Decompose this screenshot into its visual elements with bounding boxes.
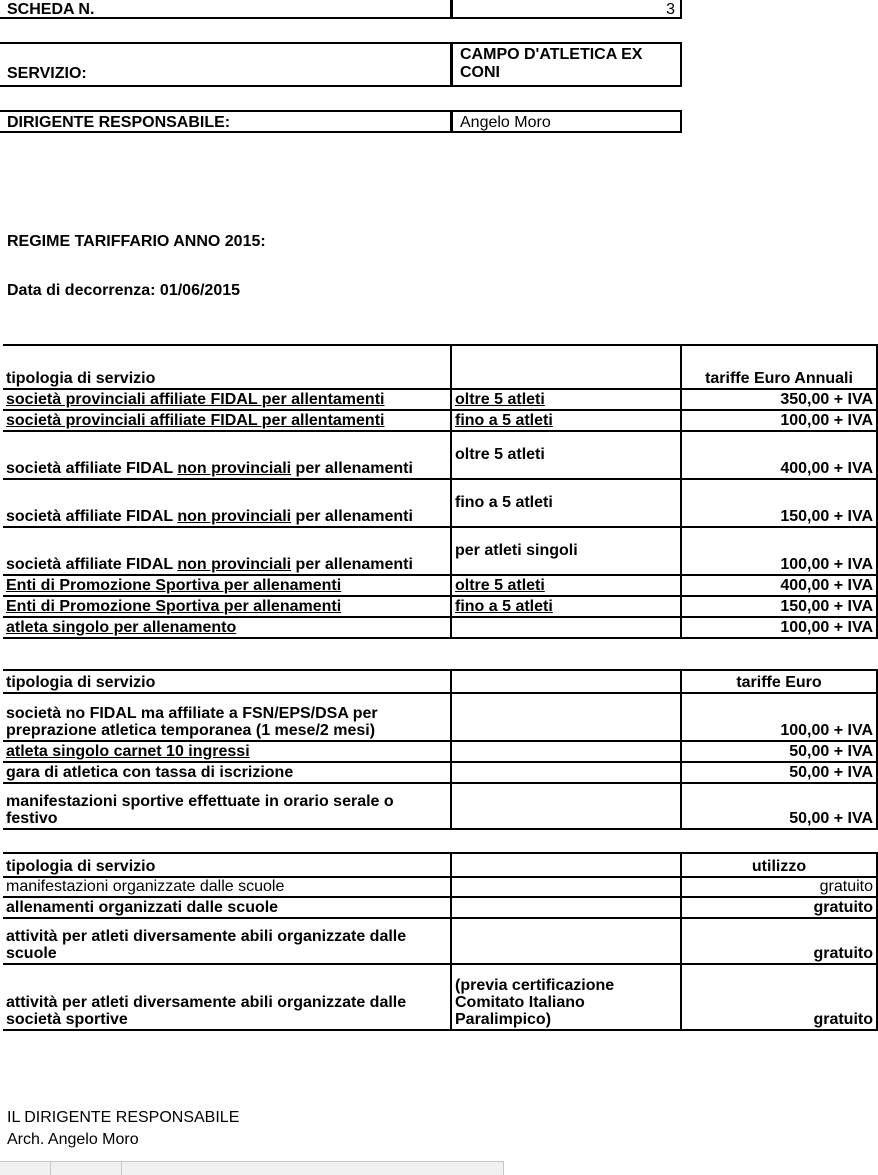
row-desc: società provinciali affiliate FIDAL per allentamenti (3, 389, 451, 410)
row-desc: Enti di Promozione Sportiva per allenamenti (3, 575, 451, 596)
row-desc: società provinciali affiliate FIDAL per allentamenti (3, 410, 451, 431)
decorrenza: Data di decorrenza: 01/06/2015 (7, 282, 241, 299)
row-desc: attività per atleti diversamente abili organizzate dalle scuole (3, 918, 451, 964)
table-row (3, 617, 877, 638)
row-value: gratuito (681, 918, 877, 964)
row-cond (451, 693, 681, 741)
sheet-tab-strip (0, 1161, 504, 1175)
dirigente-label: DIRIGENTE RESPONSABILE: (7, 114, 231, 131)
col-tariffe: tariffe Euro Annuali (681, 345, 877, 389)
row-cond (451, 897, 681, 918)
scheda-label: SCHEDA N. (7, 1, 95, 18)
utilizzo-table (3, 852, 878, 1031)
row-cond: (previa certificazione Comitato Italiano Paralimpico) (451, 964, 681, 1030)
table-row (3, 389, 877, 410)
signature-title: IL DIRIGENTE RESPONSABILE (7, 1109, 240, 1126)
col-empty (451, 853, 681, 877)
table-row (3, 897, 877, 918)
row-desc: società affiliate FIDAL non provinciali per allenamenti (3, 527, 451, 575)
row-price: 50,00 + IVA (681, 783, 877, 829)
servizio-label: SERVIZIO: (7, 65, 87, 82)
row-cond: oltre 5 atleti (451, 389, 681, 410)
col-utilizzo: utilizzo (681, 853, 877, 877)
row-price: 100,00 + IVA (681, 410, 877, 431)
table-row (3, 596, 877, 617)
table-row (3, 431, 877, 479)
row-price: 150,00 + IVA (681, 479, 877, 527)
table-header-row (3, 670, 877, 693)
tariffe-annuali-table (3, 344, 878, 639)
regime-title: REGIME TARIFFARIO ANNO 2015: (7, 233, 266, 250)
table-header-row (3, 853, 877, 877)
col-tipologia: tipologia di servizio (3, 670, 451, 693)
table-row (3, 527, 877, 575)
row-price: 50,00 + IVA (681, 762, 877, 783)
row-cond: oltre 5 atleti (451, 575, 681, 596)
row-value: gratuito (681, 964, 877, 1030)
row-desc: società affiliate FIDAL non provinciali per allenamenti (3, 431, 451, 479)
row-cond: fino a 5 atleti (451, 410, 681, 431)
col-tariffe: tariffe Euro (681, 670, 877, 693)
row-value: gratuito (681, 897, 877, 918)
table-row (3, 877, 877, 897)
row-desc: atleta singolo per allenamento (3, 617, 451, 638)
row-price: 350,00 + IVA (681, 389, 877, 410)
row-desc: gara di atletica con tassa di iscrizione (3, 762, 451, 783)
row-cond: oltre 5 atleti (451, 431, 681, 479)
sheet-tab-cell (51, 1162, 122, 1175)
table-row (3, 575, 877, 596)
row-price: 100,00 + IVA (681, 617, 877, 638)
table-row (3, 741, 877, 762)
row-desc: attività per atleti diversamente abili organizzate dalle società sportive (3, 964, 451, 1030)
row-cond (451, 918, 681, 964)
row-cond (451, 783, 681, 829)
table-header-row (3, 345, 877, 389)
row-desc: manifestazioni sportive effettuate in orario serale o festivo (3, 783, 451, 829)
row-desc: società no FIDAL ma affiliate a FSN/EPS/DSA per preprazione atletica temporanea (1 mese/2 mesi) (3, 693, 451, 741)
row-cond: per atleti singoli (451, 527, 681, 575)
table-row (3, 918, 877, 964)
row-desc: Enti di Promozione Sportiva per allenamenti (3, 596, 451, 617)
table-row (3, 964, 877, 1030)
row-value: gratuito (681, 877, 877, 897)
signature-name: Arch. Angelo Moro (7, 1131, 139, 1148)
scheda-value: 3 (666, 1, 675, 18)
row-cond (451, 877, 681, 897)
row-price: 400,00 + IVA (681, 431, 877, 479)
table-row (3, 479, 877, 527)
table-row (3, 762, 877, 783)
row-price: 100,00 + IVA (681, 693, 877, 741)
row-cond: fino a 5 atleti (451, 596, 681, 617)
row-desc: allenamenti organizzati dalle scuole (3, 897, 451, 918)
row-desc: atleta singolo carnet 10 ingressi (3, 741, 451, 762)
col-empty (451, 670, 681, 693)
servizio-value: CAMPO D'ATLETICA EX CONI (460, 46, 643, 81)
row-desc: manifestazioni organizzate dalle scuole (3, 877, 451, 897)
row-cond: fino a 5 atleti (451, 479, 681, 527)
table-row (3, 693, 877, 741)
tariffe-euro-table (3, 669, 878, 830)
row-price: 100,00 + IVA (681, 527, 877, 575)
row-cond (451, 617, 681, 638)
row-desc: società affiliate FIDAL non provinciali per allenamenti (3, 479, 451, 527)
row-cond (451, 741, 681, 762)
row-price: 400,00 + IVA (681, 575, 877, 596)
table-row (3, 783, 877, 829)
dirigente-value: Angelo Moro (460, 114, 551, 131)
sheet-tab-cell (0, 1162, 51, 1175)
col-empty (451, 345, 681, 389)
row-price: 150,00 + IVA (681, 596, 877, 617)
col-tipologia: tipologia di servizio (3, 853, 451, 877)
row-cond (451, 762, 681, 783)
row-price: 50,00 + IVA (681, 741, 877, 762)
col-tipologia: tipologia di servizio (3, 345, 451, 389)
table-row (3, 410, 877, 431)
